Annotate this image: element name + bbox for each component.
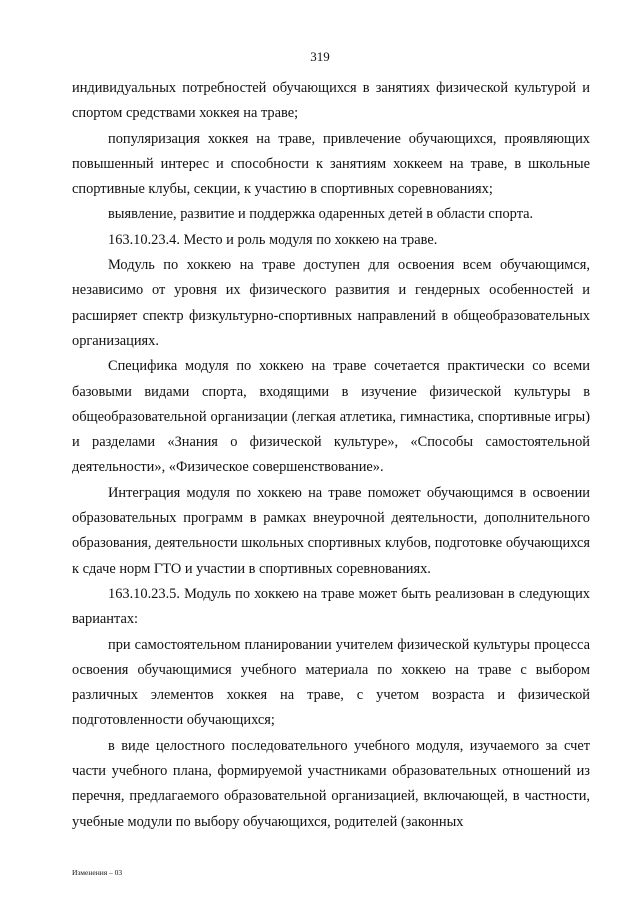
paragraph-variant-self-planning: при самостоятельном планировании учителем физической культуры процесса освоения обучающимися учебного материала по хоккею на траве с выбором различных элементов хоккея на траве, с учетом возраста и физической подготовленности обучающихся; [72, 636, 590, 729]
page-number: 319 [310, 49, 330, 64]
paragraph-variant-integral-module: в виде целостного последовательного учебного модуля, изучаемого за счет части учебного плана, формируемой участниками образовательных отношений из перечня, предлагаемого образовательной организацией, включающей, в частности, учебные модули по выбору обучающихся, родителей (законных [72, 737, 590, 830]
paragraph-gifted-children: выявление, развитие и поддержка одаренных детей в области спорта. [108, 206, 534, 223]
paragraph-module-specifics: Специфика модуля по хоккею на траве сочетается практически со всеми базовыми видами спорта, входящими в изучение физической культуры в общеобразовательной организации (легкая атлетика, гимнастика, спортивные игры) и разделами «Знания о физической культуре», «Способы самостоятельной деятельности», «Физическое совершенствование». [72, 358, 590, 476]
paragraph-module-availability: Модуль по хоккею на траве доступен для освоения всем обучающимся, независимо от уровня их физического развития и гендерных особенностей и расширяет спектр физкультурно-спортивных направлений в общеобразовательных организациях. [72, 257, 590, 349]
paragraph-module-integration: Интеграция модуля по хоккею на траве поможет обучающимся в освоении образовательных программ в рамках внеурочной деятельности, дополнительного образования, деятельности школьных спортивных клубов, подготовке обучающихся к сдаче норм ГТО и участии в спортивных соревнованиях. [72, 484, 590, 577]
paragraph-needs-continuation: индивидуальных потребностей обучающихся в занятиях физической культурой и спортом средствами хоккея на траве; [72, 80, 590, 122]
document-body [72, 76, 590, 835]
section-heading-163-10-23-5: 163.10.23.5. Модуль по хоккею на траве может быть реализован в следующих вариантах: [72, 585, 590, 628]
paragraph-popularization: популяризация хоккея на траве, привлечение обучающихся, проявляющих повышенный интерес и способности к занятиям хоккеем на траве, в школьные спортивные клубы, секции, к участию в спортивных соревнованиях; [72, 130, 590, 198]
footer-revision-note: Изменения – 03 [72, 868, 123, 877]
section-heading-163-10-23-4: 163.10.23.4. Место и роль модуля по хоккею на траве. [108, 231, 438, 248]
